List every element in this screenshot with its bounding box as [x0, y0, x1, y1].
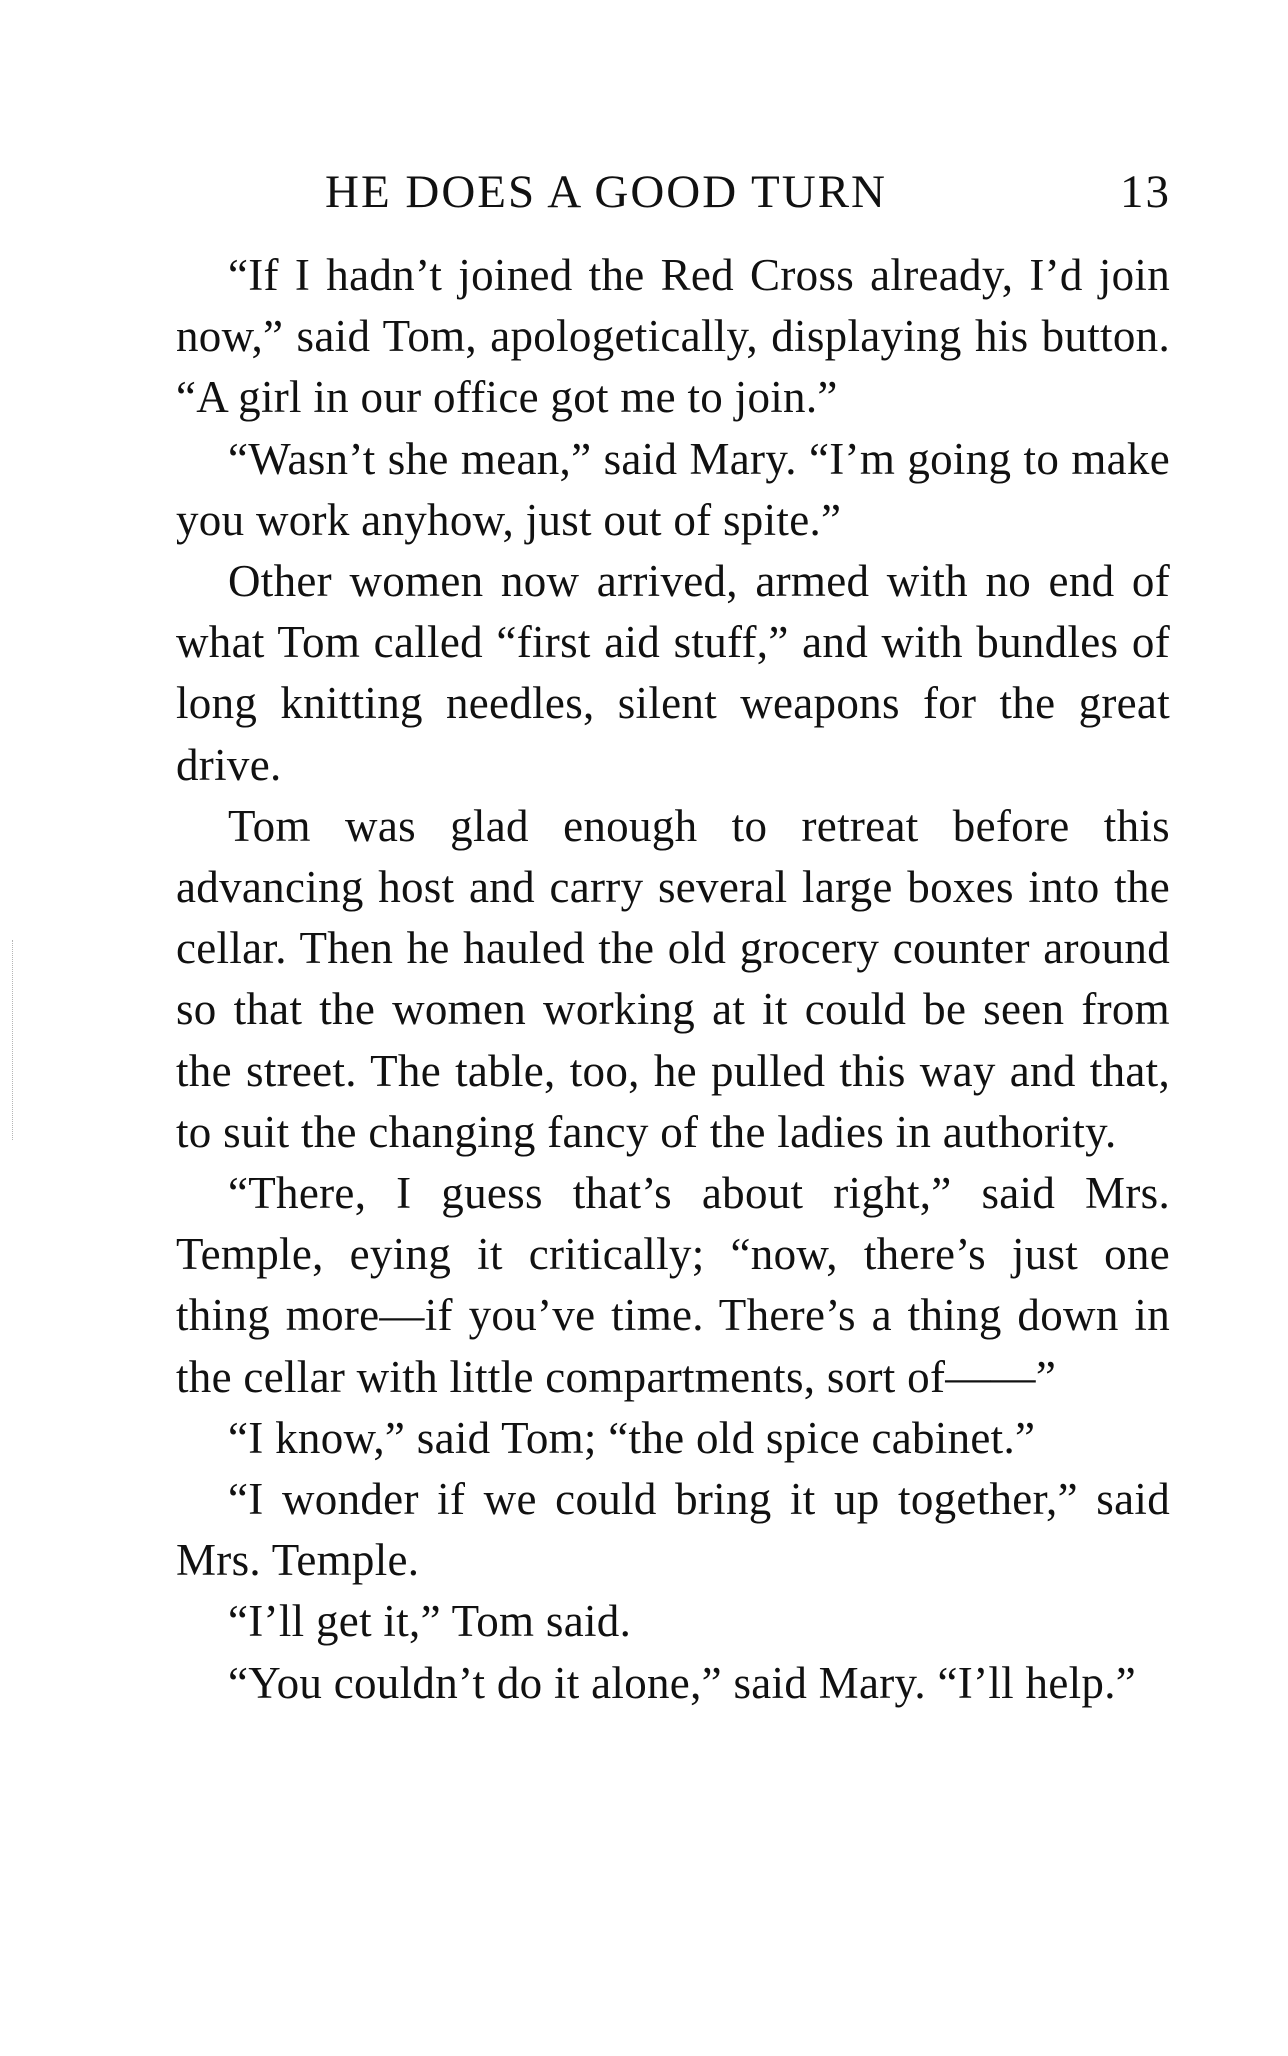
running-head: [325, 162, 1171, 222]
running-title: HE DOES A GOOD TURN: [325, 166, 887, 218]
paragraph: “You couldn’t do it alone,” said Mary. “I’ll help.”: [228, 1657, 1137, 1708]
page-number: 13: [1120, 166, 1171, 218]
paragraph: Tom was glad enough to retreat before this advancing host and carry several large boxes into the cellar. Then he hauled the old grocery counter around so that the women working at it could be seen from the street. The table, too, he pulled this way and that, to suit the changing fancy of the ladies in authority.: [176, 800, 1170, 1157]
paragraph: Other women now arrived, armed with no end of what Tom called “first aid stuff,” and with bundles of long knitting needles, silent weapons for the great drive.: [176, 556, 1170, 790]
paragraph: “I wonder if we could bring it up together,” said Mrs. Temple.: [176, 1474, 1170, 1586]
paragraph: “There, I guess that’s about right,” said Mrs. Temple, eying it critically; “now, there’s just one thing more—if you’ve time. There’s a thing down in the cellar with little compartments, sort of——”: [176, 1168, 1170, 1402]
scan-gutter-marks: [12, 940, 15, 1140]
paragraph: “If I hadn’t joined the Red Cross already, I’d join now,” said Tom, apologetically, displaying his button. “A girl in our office got me to join.”: [176, 250, 1170, 423]
paragraph: “I know,” said Tom; “the old spice cabinet.”: [228, 1412, 1036, 1463]
paragraph: “Wasn’t she mean,” said Mary. “I’m going to make you work anyhow, just out of spite.”: [176, 433, 1170, 545]
body-text: [176, 245, 1170, 1714]
paragraph: “I’ll get it,” Tom said.: [228, 1596, 632, 1647]
